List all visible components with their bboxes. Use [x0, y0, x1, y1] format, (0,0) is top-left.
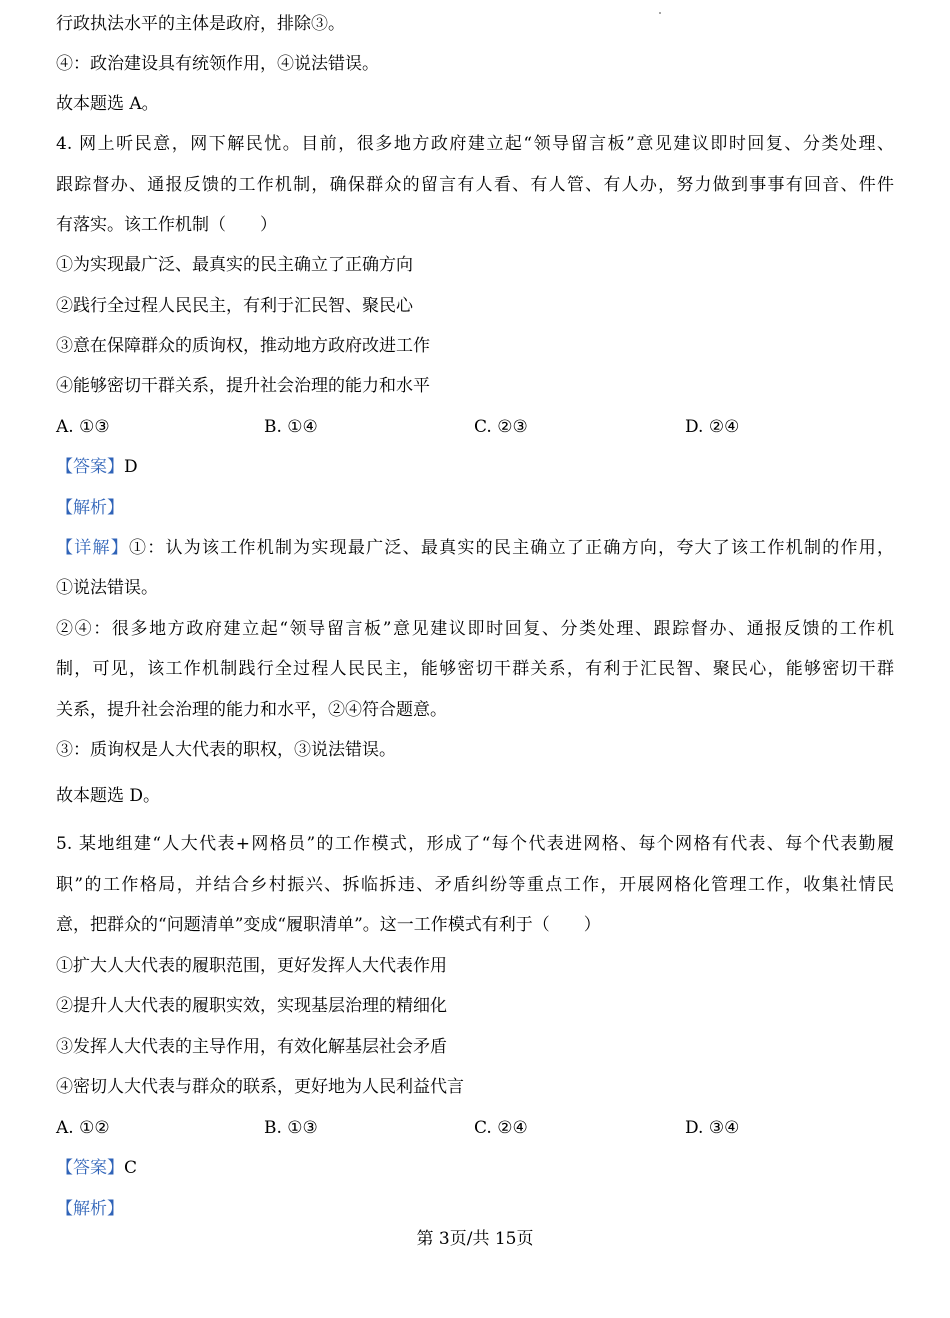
text-line: 行政执法水平的主体是政府，排除③。	[56, 14, 345, 34]
q4-item: ③意在保障群众的质询权，推动地方政府改进工作	[56, 336, 430, 356]
detail-tag: 【详解】	[56, 538, 129, 558]
q5-option-b: B. ①③	[264, 1118, 318, 1138]
q5-analysis	[56, 1198, 124, 1220]
q5-item: ③发挥人大代表的主导作用，有效化解基层社会矛盾	[56, 1037, 447, 1057]
q5-stem: 职”的工作格局，并结合乡村振兴、拆临拆违、矛盾纠纷等重点工作，开展网格化管理工作，收集社情民	[56, 875, 894, 895]
q5-stem: 5. 某地组建“人大代表+网格员”的工作模式，形成了“每个代表进网格、每个网格有代表、每个代表勤履	[56, 834, 894, 854]
q5-stem: 意，把群众的“问题清单”变成“履职清单”。这一工作模式有利于（ ）	[56, 915, 601, 935]
q5-option-c: C. ②④	[474, 1118, 528, 1138]
q4-detail	[56, 537, 894, 559]
q4-item: ①为实现最广泛、最真实的民主确立了正确方向	[56, 255, 413, 275]
q4-option-d: D. ②④	[685, 417, 740, 437]
q5-answer	[56, 1157, 137, 1179]
scan-speck	[659, 12, 661, 14]
text-line: 故本题选 A。	[56, 94, 159, 114]
analysis-tag: 【解析】	[56, 498, 124, 518]
q4-stem: 跟踪督办、通报反馈的工作机制，确保群众的留言有人看、有人管、有人办，努力做到事事有回音、件件	[56, 175, 894, 195]
q5-option-d: D. ③④	[685, 1118, 740, 1138]
q5-item: ②提升人大代表的履职实效，实现基层治理的精细化	[56, 996, 447, 1016]
answer-value: D	[124, 457, 138, 477]
q4-option-b: B. ①④	[264, 417, 318, 437]
q5-item: ④密切人大代表与群众的联系，更好地为人民利益代言	[56, 1077, 464, 1097]
detail-text: ①：认为该工作机制为实现最广泛、最真实的民主确立了正确方向，夸大了该工作机制的作用，	[128, 538, 895, 558]
q4-stem: 有落实。该工作机制（ ）	[56, 215, 277, 235]
q5-option-a: A. ①②	[56, 1118, 110, 1138]
q4-detail: 关系，提升社会治理的能力和水平，②④符合题意。	[56, 700, 447, 720]
q4-detail: ①说法错误。	[56, 578, 158, 598]
q5-item: ①扩大人大代表的履职范围，更好发挥人大代表作用	[56, 956, 447, 976]
q4-item: ②践行全过程人民民主，有利于汇民智、聚民心	[56, 296, 413, 316]
q4-detail: 制，可见，该工作机制践行全过程人民民主，能够密切干群关系，有利于汇民智、聚民心，能够密切干群	[56, 659, 894, 679]
q4-answer	[56, 456, 138, 478]
q4-detail: ②④：很多地方政府建立起“领导留言板”意见建议即时回复、分类处理、跟踪督办、通报反馈的工作机	[56, 619, 894, 639]
q4-option-a: A. ①③	[56, 417, 110, 437]
answer-tag: 【答案】	[56, 457, 124, 477]
q4-analysis	[56, 497, 124, 519]
q4-stem: 4. 网上听民意，网下解民忧。目前，很多地方政府建立起“领导留言板”意见建议即时回复、分类处理、	[56, 134, 894, 154]
answer-value: C	[124, 1158, 138, 1178]
q4-item: ④能够密切干群关系，提升社会治理的能力和水平	[56, 376, 430, 396]
q4-detail: ③：质询权是人大代表的职权，③说法错误。	[56, 740, 396, 760]
q4-conclusion: 故本题选 D。	[56, 786, 161, 806]
text-line: ④：政治建设具有统领作用，④说法错误。	[56, 54, 379, 74]
analysis-tag: 【解析】	[56, 1199, 124, 1219]
q4-option-c: C. ②③	[474, 417, 528, 437]
page-footer: 第 3页/共 15页	[416, 1229, 534, 1249]
answer-tag: 【答案】	[56, 1158, 124, 1178]
